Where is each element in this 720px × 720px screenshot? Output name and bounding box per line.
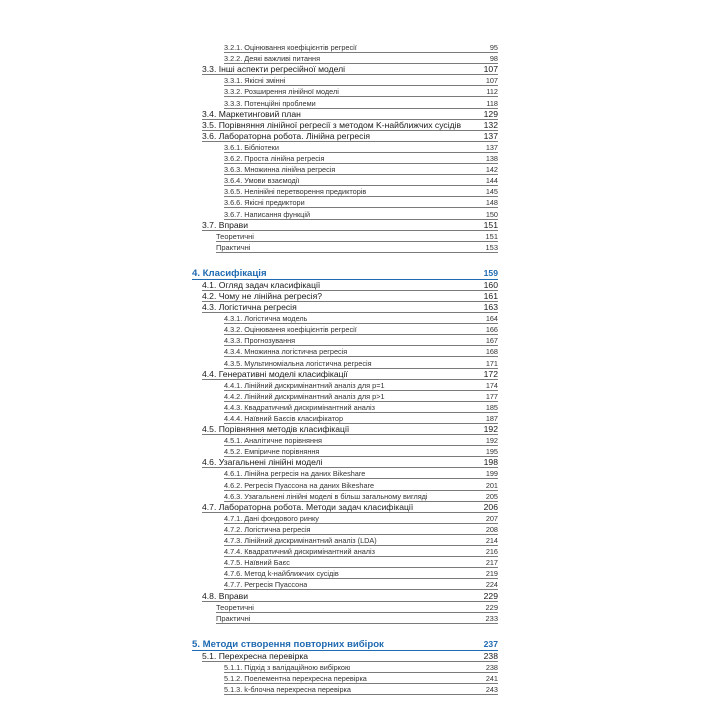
toc-page-number: 151	[485, 231, 498, 241]
toc-page-number: 132	[483, 119, 498, 130]
toc-page-number: 185	[485, 402, 498, 412]
toc-entry[interactable]	[192, 357, 498, 368]
toc-entry[interactable]	[192, 684, 498, 695]
toc-entry-title: 5.1.2. Поелементна перехресна перевірка	[224, 673, 367, 683]
toc-page-number: 214	[485, 536, 498, 546]
toc-page-number: 187	[485, 414, 498, 423]
toc-entry[interactable]	[192, 109, 498, 120]
toc-entry[interactable]	[192, 602, 498, 613]
toc-entry-title: 3.7. Вправи	[202, 219, 249, 230]
toc-entry-title: 4.7.2. Логістична регресія	[224, 524, 311, 534]
toc-entry[interactable]	[192, 424, 498, 435]
toc-page-number: 229	[485, 602, 498, 612]
toc-entry[interactable]	[192, 435, 498, 446]
toc-entry-title: 4.4.4. Наївний Баєсів класифікатор	[224, 414, 344, 423]
toc-page-number: 238	[483, 650, 498, 661]
toc-entry[interactable]	[192, 302, 498, 313]
toc-page-number: 160	[483, 279, 498, 290]
toc-entry[interactable]	[192, 446, 498, 457]
toc-entry-title: 3.4. Маркетинговий план	[202, 108, 301, 119]
toc-entry-title: 4.7.6. Метод k-найближчих сусідів	[224, 569, 339, 579]
toc-entry[interactable]	[192, 457, 498, 468]
toc-page-number: 163	[483, 302, 498, 313]
toc-page-number: 137	[485, 142, 498, 152]
toc-entry-title: 4.4.2. Лінійний дискримінантний аналіз для p>1	[224, 391, 385, 401]
toc-page-number: 207	[485, 513, 498, 523]
toc-page-number: 172	[483, 368, 498, 379]
toc-entry-title: 5.1.1. Підхід з валідаційною вибіркою	[224, 662, 351, 672]
toc-entry-title: 4.6.2. Регресія Пуассона на даних Bikeshare	[224, 480, 374, 490]
toc-entry-title: 3.6.3. Множинна лінійна регресія	[224, 165, 336, 175]
toc-entry-title: 4.3.1. Логістична модель	[224, 314, 308, 324]
toc-entry-title: 4.7.3. Лінійний дискримінантний аналіз (LDA)	[224, 536, 377, 546]
toc-entry-title: Теоретичні	[216, 231, 254, 241]
toc-entry-title: 4.7.1. Дані фондового ринку	[224, 513, 319, 523]
toc-page-number: 241	[485, 673, 498, 683]
toc-entry[interactable]	[192, 479, 498, 490]
toc-page-number: 118	[486, 98, 498, 108]
toc-entry[interactable]	[192, 546, 498, 557]
toc-entry-title: 4.3.5. Мультиноміальна логістична регресія	[224, 358, 372, 368]
toc-entry[interactable]	[192, 231, 498, 242]
toc-page-number: 142	[485, 165, 498, 175]
toc-entry-title: 4.3.4. Множинна логістична регресія	[224, 347, 348, 357]
toc-entry-title: 4.5.2. Емпіричне порівняння	[224, 447, 320, 457]
toc-entry-title: 3.6.2. Проста лінійна регресія	[224, 154, 325, 164]
toc-entry[interactable]	[192, 153, 498, 164]
toc-page-number: 161	[483, 290, 498, 301]
toc-page-number: 95	[489, 43, 498, 53]
toc-entry-title: 3.6.4. Умови взаємодії	[224, 176, 300, 186]
toc-entry[interactable]	[192, 369, 498, 380]
toc-entry-title: Практичні	[216, 242, 251, 252]
toc-page-number: 208	[485, 524, 498, 534]
toc-page-number: 219	[485, 569, 498, 579]
toc-entry[interactable]	[192, 557, 498, 568]
toc-entry[interactable]	[192, 208, 498, 219]
toc-page-number: 198	[483, 457, 498, 468]
toc-page-number: 98	[489, 54, 498, 64]
toc-entry[interactable]	[192, 280, 498, 291]
toc-page-number: 167	[485, 336, 498, 346]
toc-entry-title: 5. Методи створення повторних вибірок	[192, 638, 384, 650]
toc-entry[interactable]	[192, 391, 498, 402]
toc-page-number: 148	[485, 198, 498, 208]
toc-page-number: 199	[485, 469, 498, 479]
toc-entry[interactable]	[192, 75, 498, 86]
toc-page-number: 237	[483, 638, 498, 649]
toc-page-number: 164	[485, 314, 498, 324]
toc-entry-title: 4.5. Порівняння методів класифікації	[202, 424, 350, 435]
toc-page-number: 192	[483, 424, 498, 435]
toc-page-number: 145	[485, 187, 498, 197]
toc-chapter-entry[interactable]	[192, 638, 498, 651]
toc-page-number: 192	[485, 436, 498, 446]
toc-entry[interactable]	[192, 86, 498, 97]
toc-page-number: 151	[483, 219, 498, 230]
toc-entry-title: 3.3.2. Розширення лінійної моделі	[224, 87, 339, 97]
section-gap	[192, 624, 498, 638]
toc-entry[interactable]	[192, 613, 498, 624]
toc-entry[interactable]	[192, 164, 498, 175]
toc-entry-title: 3.6.1. Бібліотеки	[224, 142, 279, 152]
toc-entry-title: 4.3.3. Прогнозування	[224, 336, 296, 346]
toc-entry-title: 3.6.5. Нелінійні перетворення предикторів	[224, 187, 367, 197]
toc-entry[interactable]	[192, 651, 498, 662]
toc-entry-title: 3.6.7. Написання функцій	[224, 209, 311, 219]
toc-entry[interactable]	[192, 53, 498, 64]
toc-entry[interactable]	[192, 491, 498, 502]
toc-page-number: 238	[485, 662, 498, 672]
toc-entry[interactable]	[192, 291, 498, 302]
toc-entry-title: 4.7.5. Наївний Баєс	[224, 558, 290, 568]
toc-page-number: 217	[485, 558, 498, 568]
toc-entry[interactable]	[192, 142, 498, 153]
toc-entry[interactable]	[192, 524, 498, 535]
toc-page-number: 174	[485, 380, 498, 390]
toc-entry[interactable]	[192, 64, 498, 75]
toc-entry-title: 4.7.7. Регресія Пуассона	[224, 580, 308, 590]
toc-page-number: 107	[483, 64, 498, 75]
toc-entry[interactable]	[192, 313, 498, 324]
toc-entry-title: 4.2. Чому не лінійна регресія?	[202, 290, 323, 301]
toc-page-number: 201	[485, 480, 498, 490]
toc-entry-title: 4.6. Узагальнені лінійні моделі	[202, 457, 323, 468]
toc-entry[interactable]	[192, 186, 498, 197]
toc-page-number: 168	[485, 347, 498, 357]
toc-entry[interactable]	[192, 662, 498, 673]
toc-page-number: 129	[483, 108, 498, 119]
toc-page-number: 144	[485, 176, 498, 186]
toc-page-number: 171	[485, 358, 498, 368]
toc-entry-title: 4.3. Логістична регресія	[202, 302, 297, 313]
toc-page-number: 195	[485, 447, 498, 457]
toc-entry-title: 4.4.3. Квадратичний дискримінантний аналіз	[224, 402, 376, 412]
toc-entry-title: 3.3. Інші аспекти регресійної моделі	[202, 64, 346, 75]
toc-entry[interactable]	[192, 42, 498, 53]
toc-page-number: 233	[485, 613, 498, 623]
toc-entry-title: 3.6.6. Якісні предиктори	[224, 198, 305, 208]
toc-entry-title: 4.7. Лабораторна робота. Методи задач класифікації	[202, 501, 414, 512]
toc-entry[interactable]	[192, 468, 498, 479]
toc-entry[interactable]	[192, 324, 498, 335]
section-gap	[192, 253, 498, 267]
toc-entry[interactable]	[192, 197, 498, 208]
toc-entry[interactable]	[192, 568, 498, 579]
toc-entry-title: 4.3.2. Оцінювання коефіцієнтів регресії	[224, 325, 357, 335]
toc-chapter-entry[interactable]	[192, 267, 498, 280]
toc-entry[interactable]	[192, 175, 498, 186]
toc-entry[interactable]	[192, 513, 498, 524]
toc-entry[interactable]	[192, 242, 498, 253]
table-of-contents	[192, 42, 498, 695]
toc-entry-title: 3.2.1. Оцінювання коефіцієнтів регресії	[224, 43, 357, 53]
toc-page-number: 166	[485, 325, 498, 335]
toc-page-number: 138	[485, 154, 498, 164]
toc-entry-title: 4.4. Генеративні моделі класифікації	[202, 368, 348, 379]
toc-page-number: 137	[483, 130, 498, 141]
toc-entry[interactable]	[192, 380, 498, 391]
toc-entry[interactable]	[192, 120, 498, 131]
toc-page-number: 112	[486, 87, 498, 97]
toc-entry-title: 4.8. Вправи	[202, 590, 249, 601]
toc-entry-title: 3.5. Порівняння лінійної регресії з методом K-найближчих сусідів	[202, 119, 462, 130]
toc-entry[interactable]	[192, 335, 498, 346]
toc-entry-title: Теоретичні	[216, 602, 254, 612]
toc-entry-title: 4.4.1. Лінійний дискримінантний аналіз для p=1	[224, 380, 385, 390]
toc-entry-title: 3.3.3. Потенційні проблеми	[224, 98, 316, 108]
toc-page-number: 177	[485, 391, 498, 401]
toc-entry-title: 3.2.2. Деякі важливі питання	[224, 54, 321, 64]
toc-page-number: 206	[483, 501, 498, 512]
toc-entry[interactable]	[192, 131, 498, 142]
toc-entry-title: 5.1. Перехресна перевірка	[202, 650, 309, 661]
toc-entry-title: 3.6. Лабораторна робота. Лінійна регресія	[202, 130, 371, 141]
toc-page-number: 205	[485, 491, 498, 501]
toc-entry-title: 4.1. Огляд задач класифікації	[202, 279, 321, 290]
toc-entry[interactable]	[192, 673, 498, 684]
toc-entry[interactable]	[192, 220, 498, 231]
toc-entry-title: 5.1.3. k-блочна перехресна перевірка	[224, 685, 351, 695]
toc-page-number: 224	[485, 580, 498, 590]
toc-entry[interactable]	[192, 535, 498, 546]
toc-entry-title: 4.5.1. Аналітичне порівняння	[224, 436, 323, 446]
toc-entry[interactable]	[192, 97, 498, 108]
toc-page-number: 153	[485, 242, 498, 252]
toc-entry[interactable]	[192, 579, 498, 590]
toc-entry[interactable]	[192, 502, 498, 513]
toc-entry-title: 4.6.1. Лінійна регресія на даних Bikeshare	[224, 469, 366, 479]
toc-entry-title: 4.7.4. Квадратичний дискримінантний аналіз	[224, 547, 376, 557]
toc-entry[interactable]	[192, 413, 498, 424]
toc-entry-title: Практичні	[216, 613, 251, 623]
toc-page-number: 159	[483, 267, 498, 278]
toc-page-number: 107	[485, 76, 498, 86]
toc-entry[interactable]	[192, 402, 498, 413]
toc-page-number: 150	[485, 209, 498, 219]
toc-entry[interactable]	[192, 590, 498, 601]
toc-entry-title: 4.6.3. Узагальнені лінійні моделі в більш загальному вигляді	[224, 491, 428, 501]
toc-entry[interactable]	[192, 346, 498, 357]
toc-page-number: 229	[483, 590, 498, 601]
toc-entry-title: 3.3.1. Якісні змінні	[224, 76, 286, 86]
toc-page-number: 216	[485, 547, 498, 557]
toc-entry-title: 4. Класифікація	[192, 267, 267, 279]
toc-page-number: 243	[485, 685, 498, 695]
